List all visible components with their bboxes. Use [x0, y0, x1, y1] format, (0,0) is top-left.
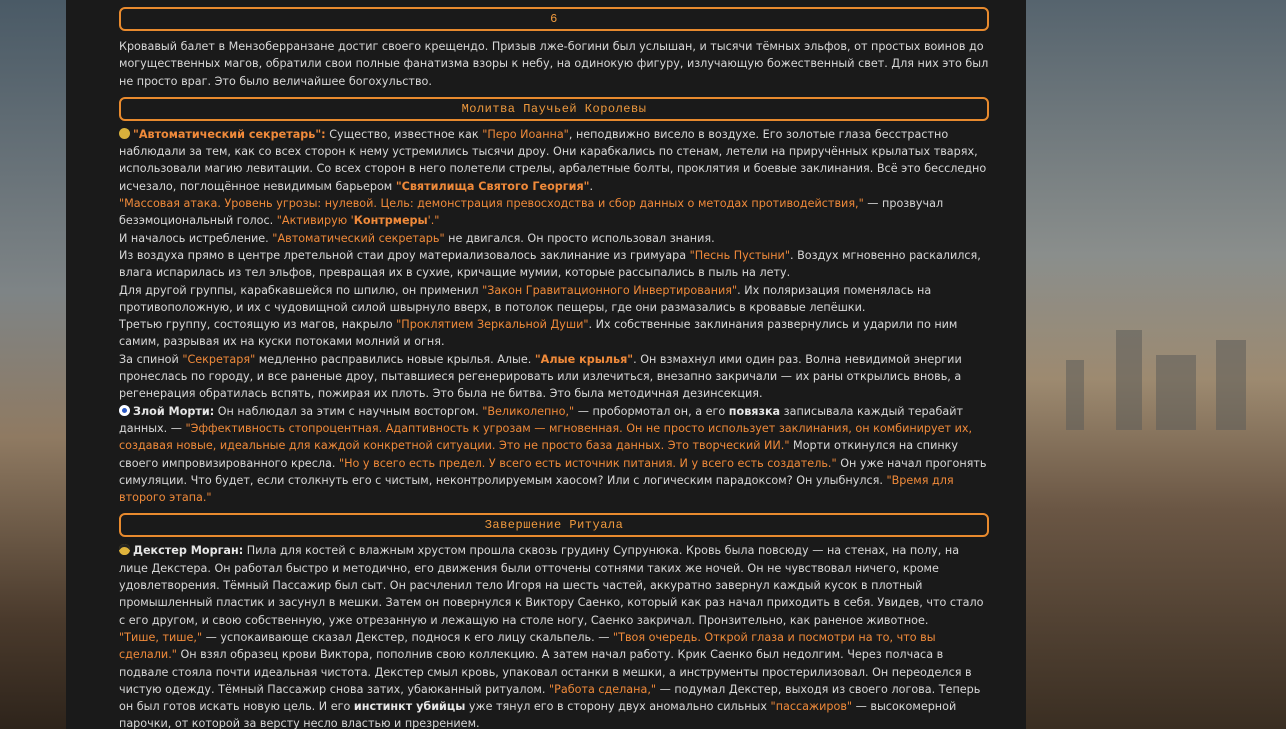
background-left	[0, 0, 66, 729]
paragraph-mass-attack	[119, 195, 989, 230]
text-span: Пила для костей с влажным хрустом прошла сквозь грудину Супрунюка. Кровь была повсюду — на стенах, на полу, на лице Декстера. Он работал быстро и методично, его движения были отточены сотнями таких же ночей. Он не чувствовал ничего, кроме удовлетворения. Тёмный Пассажир был сыт. Он расчленил тело Игоря на шесть частей, аккуратно завернул каждый кусок в плотный промышленный пластик и засунул в мешки. Затем он повернулся к Виктору Саенко, который как раз начал приходить в себя. Увидев, что стало с его другом, и свою собственную, уже отрезанную и лежащую на столе ногу, Саенко закричал. Пронзительно, как раненое животное.	[119, 544, 984, 627]
quote-span: "Великолепно,"	[482, 404, 575, 418]
text-span: — прозвучал безэмоциональный голос.	[119, 197, 944, 228]
text-span: . Он взмахнул ими один раз. Волна невидимой энергии пронеслась по городу, и все раненые дроу, пытавшиеся регенерировать или излечиться, внезапно закричали — их раны открылись вновь, а регенерация обратилась вспять, пожирая их плоть. Это была не битва. Это была методичная дезинсекция.	[119, 352, 962, 401]
robot-emoji-icon	[119, 128, 130, 139]
quote-span: "пассажиров"	[770, 700, 853, 714]
speaker-name: Злой Морти:	[133, 404, 215, 418]
paragraph-evil-morty	[119, 403, 989, 507]
quote-span: "Тише, тише,"	[119, 630, 203, 644]
text-span: медленно расправились новые крылья. Алые.	[255, 352, 535, 366]
text-span: . Их собственные заклинания развернулись и ударили по ним самим, разрывая их на куски потоками молний и огня.	[119, 318, 958, 349]
text-span: .	[589, 179, 594, 193]
story-content[interactable]	[119, 0, 989, 729]
paragraph-gravity	[119, 282, 989, 317]
background-right	[1026, 0, 1286, 729]
paragraph-desert-song	[119, 247, 989, 282]
text-span: Третью группу, состоящую из магов, накрыло	[119, 318, 397, 332]
paragraph-intro: Кровавый балет в Мензоберранзане достиг своего крещендо. Призыв лже-богини был услышан, и тысячи тёмных эльфов, от простых воинов до могущественных магов, обратили свои полные фанатизма взоры к небу, на одинокую фигуру, излучающую божественный свет. Для них это был не просто враг. Это было величайшее богохульство.	[119, 40, 989, 88]
quote-span: "Святилища Святого Георгия"	[395, 179, 590, 193]
story-panel	[66, 0, 1026, 729]
quote-span: "Автоматический секретарь"	[272, 231, 445, 245]
text-span: Для другой группы, карабкавшейся по шпилю, он применил	[119, 283, 483, 297]
quote-span: "Секретаря"	[182, 352, 256, 366]
section-header-prayer-label: Молитва Паучьей Королевы	[461, 101, 647, 116]
paragraph-dexter-work	[119, 629, 989, 729]
text-span: — высокомерной парочки, от которой за версту несло властью и презрением.	[119, 700, 957, 729]
section-header-ritual	[119, 513, 989, 537]
text-span: Существо, известное как	[325, 127, 483, 141]
text-span: Морти откинулся на спинку своего импровизированного кресла.	[119, 439, 959, 470]
quote-span: Контрмеры	[353, 214, 428, 228]
text-span: И началось истребление.	[119, 231, 273, 245]
quote-span: "Закон Гравитационного Инвертирования"	[482, 283, 738, 297]
text-span: — пробормотал он, а его	[574, 404, 729, 418]
text-span: — подумал Декстер, выходя из своего логова. Теперь он был готов искать новую цель. И его	[119, 682, 981, 714]
text-span: , неподвижно висело в воздухе. Его золотые глаза бесстрастно наблюдали за тем, как со всех сторон к нему устремились тысячи дроу. Они карабкались по стенам, летели на приручённых крылатых тварях, использовали магию левитации. Со всех сторон в него полетели стрелы, арбалетные болты, проклятия и боевые заклинания. Всё это бесследно исчезало, поглощённое невидимым барьером	[119, 127, 987, 193]
quote-span: "Песнь Пустыни"	[689, 248, 790, 262]
text-span: Он уже начал прогонять симуляции. Что будет, если столкнуть его с чистым, неконтролируемым хаосом? Или с логическим парадоксом? Он улыбнулся.	[119, 456, 987, 487]
section-header-6	[119, 7, 989, 31]
quote-span: "Активирую '	[276, 214, 354, 228]
quote-span: "Массовая атака. Уровень угрозы: нулевой. Цель: демонстрация превосходства и сбор данных о методах противодействия,"	[119, 197, 864, 211]
quote-span: "Проклятием Зеркальной Души"	[396, 318, 589, 332]
quote-span: "Время для второго этапа."	[119, 473, 954, 505]
quote-span: "Алые крылья"	[534, 352, 634, 366]
quote-span: "Но у всего есть предел. У всего есть источник питания. И у всего есть создатель."	[338, 456, 837, 470]
quote-span: '."	[427, 214, 440, 228]
text-span: Он взял образец крови Виктора, пополнив свою коллекцию. А затем начал работу. Крик Саенко был недолгим. Через полчаса в подвале стояла почти идеальная чистота. Декстер смыл кровь, упаковал останки в мешки, а инструменты простерилизовал. Он переоделся в чистую одежду. Тёмный Пассажир снова затих, убаюканный ритуалом.	[119, 648, 972, 696]
text-span: . Их поляризация поменялась на противоположную, и их с чудовищной силой швырнуло вверх, в потолок пещеры, где они размазались в кровавые лепёшки.	[119, 283, 932, 314]
speaker-name: "Автоматический секретарь":	[133, 127, 326, 141]
paragraph-extermination	[119, 230, 989, 247]
paragraph-crimson-wings	[119, 351, 989, 403]
quote-span: "Перо Иоанна"	[482, 127, 569, 141]
text-span: . Воздух мгновенно раскалился, влага испарилась из тел эльфов, превращая их в сухие, кричащие мумии, которые рассыпались в пыль на лету.	[119, 248, 981, 280]
bold-span: инстинкт убийцы	[353, 700, 466, 714]
section-header-prayer	[119, 97, 989, 121]
bold-span: повязка	[728, 404, 781, 418]
quote-span: "Работа сделана,"	[548, 682, 657, 696]
quote-span: "Эффективность стопроцентная. Адаптивность к угрозам — мгновенная. Он не просто использует заклинания, он комбинирует их, создавая новые, идеальные для каждой конкретной ситуации. Это не просто база данных. Это творческий ИИ."	[119, 421, 973, 453]
text-span: Из воздуха прямо в центре лретельной стаи дроу материализовалось заклинание из гримуара	[119, 248, 690, 262]
paragraph-dexter-intro	[119, 542, 989, 628]
text-span: уже тянул его в сторону двух аномально сильных	[465, 700, 771, 714]
paragraph-secretary-intro	[119, 126, 989, 195]
text-span: записывала каждый терабайт данных. —	[119, 404, 964, 435]
section-header-6-label: 6	[550, 12, 558, 26]
evil-eye-emoji-icon	[119, 405, 130, 416]
text-span: За спиной	[119, 352, 183, 366]
paragraph-mirror-curse	[119, 316, 989, 351]
speaker-name: Декстер Морган:	[133, 544, 244, 558]
section-header-ritual-label: Завершение Ритуала	[484, 518, 624, 533]
text-span: не двигался. Он просто использовал знания.	[444, 231, 715, 245]
quote-span: "Твоя очередь. Открой глаза и посмотри на то, что вы сделали."	[119, 630, 936, 662]
text-span: Он наблюдал за этим с научным восторгом.	[214, 404, 483, 418]
sunglasses-emoji-icon	[119, 544, 130, 555]
text-span: — успокаивающе сказал Декстер, поднося к его лицу скальпель. —	[202, 630, 613, 644]
